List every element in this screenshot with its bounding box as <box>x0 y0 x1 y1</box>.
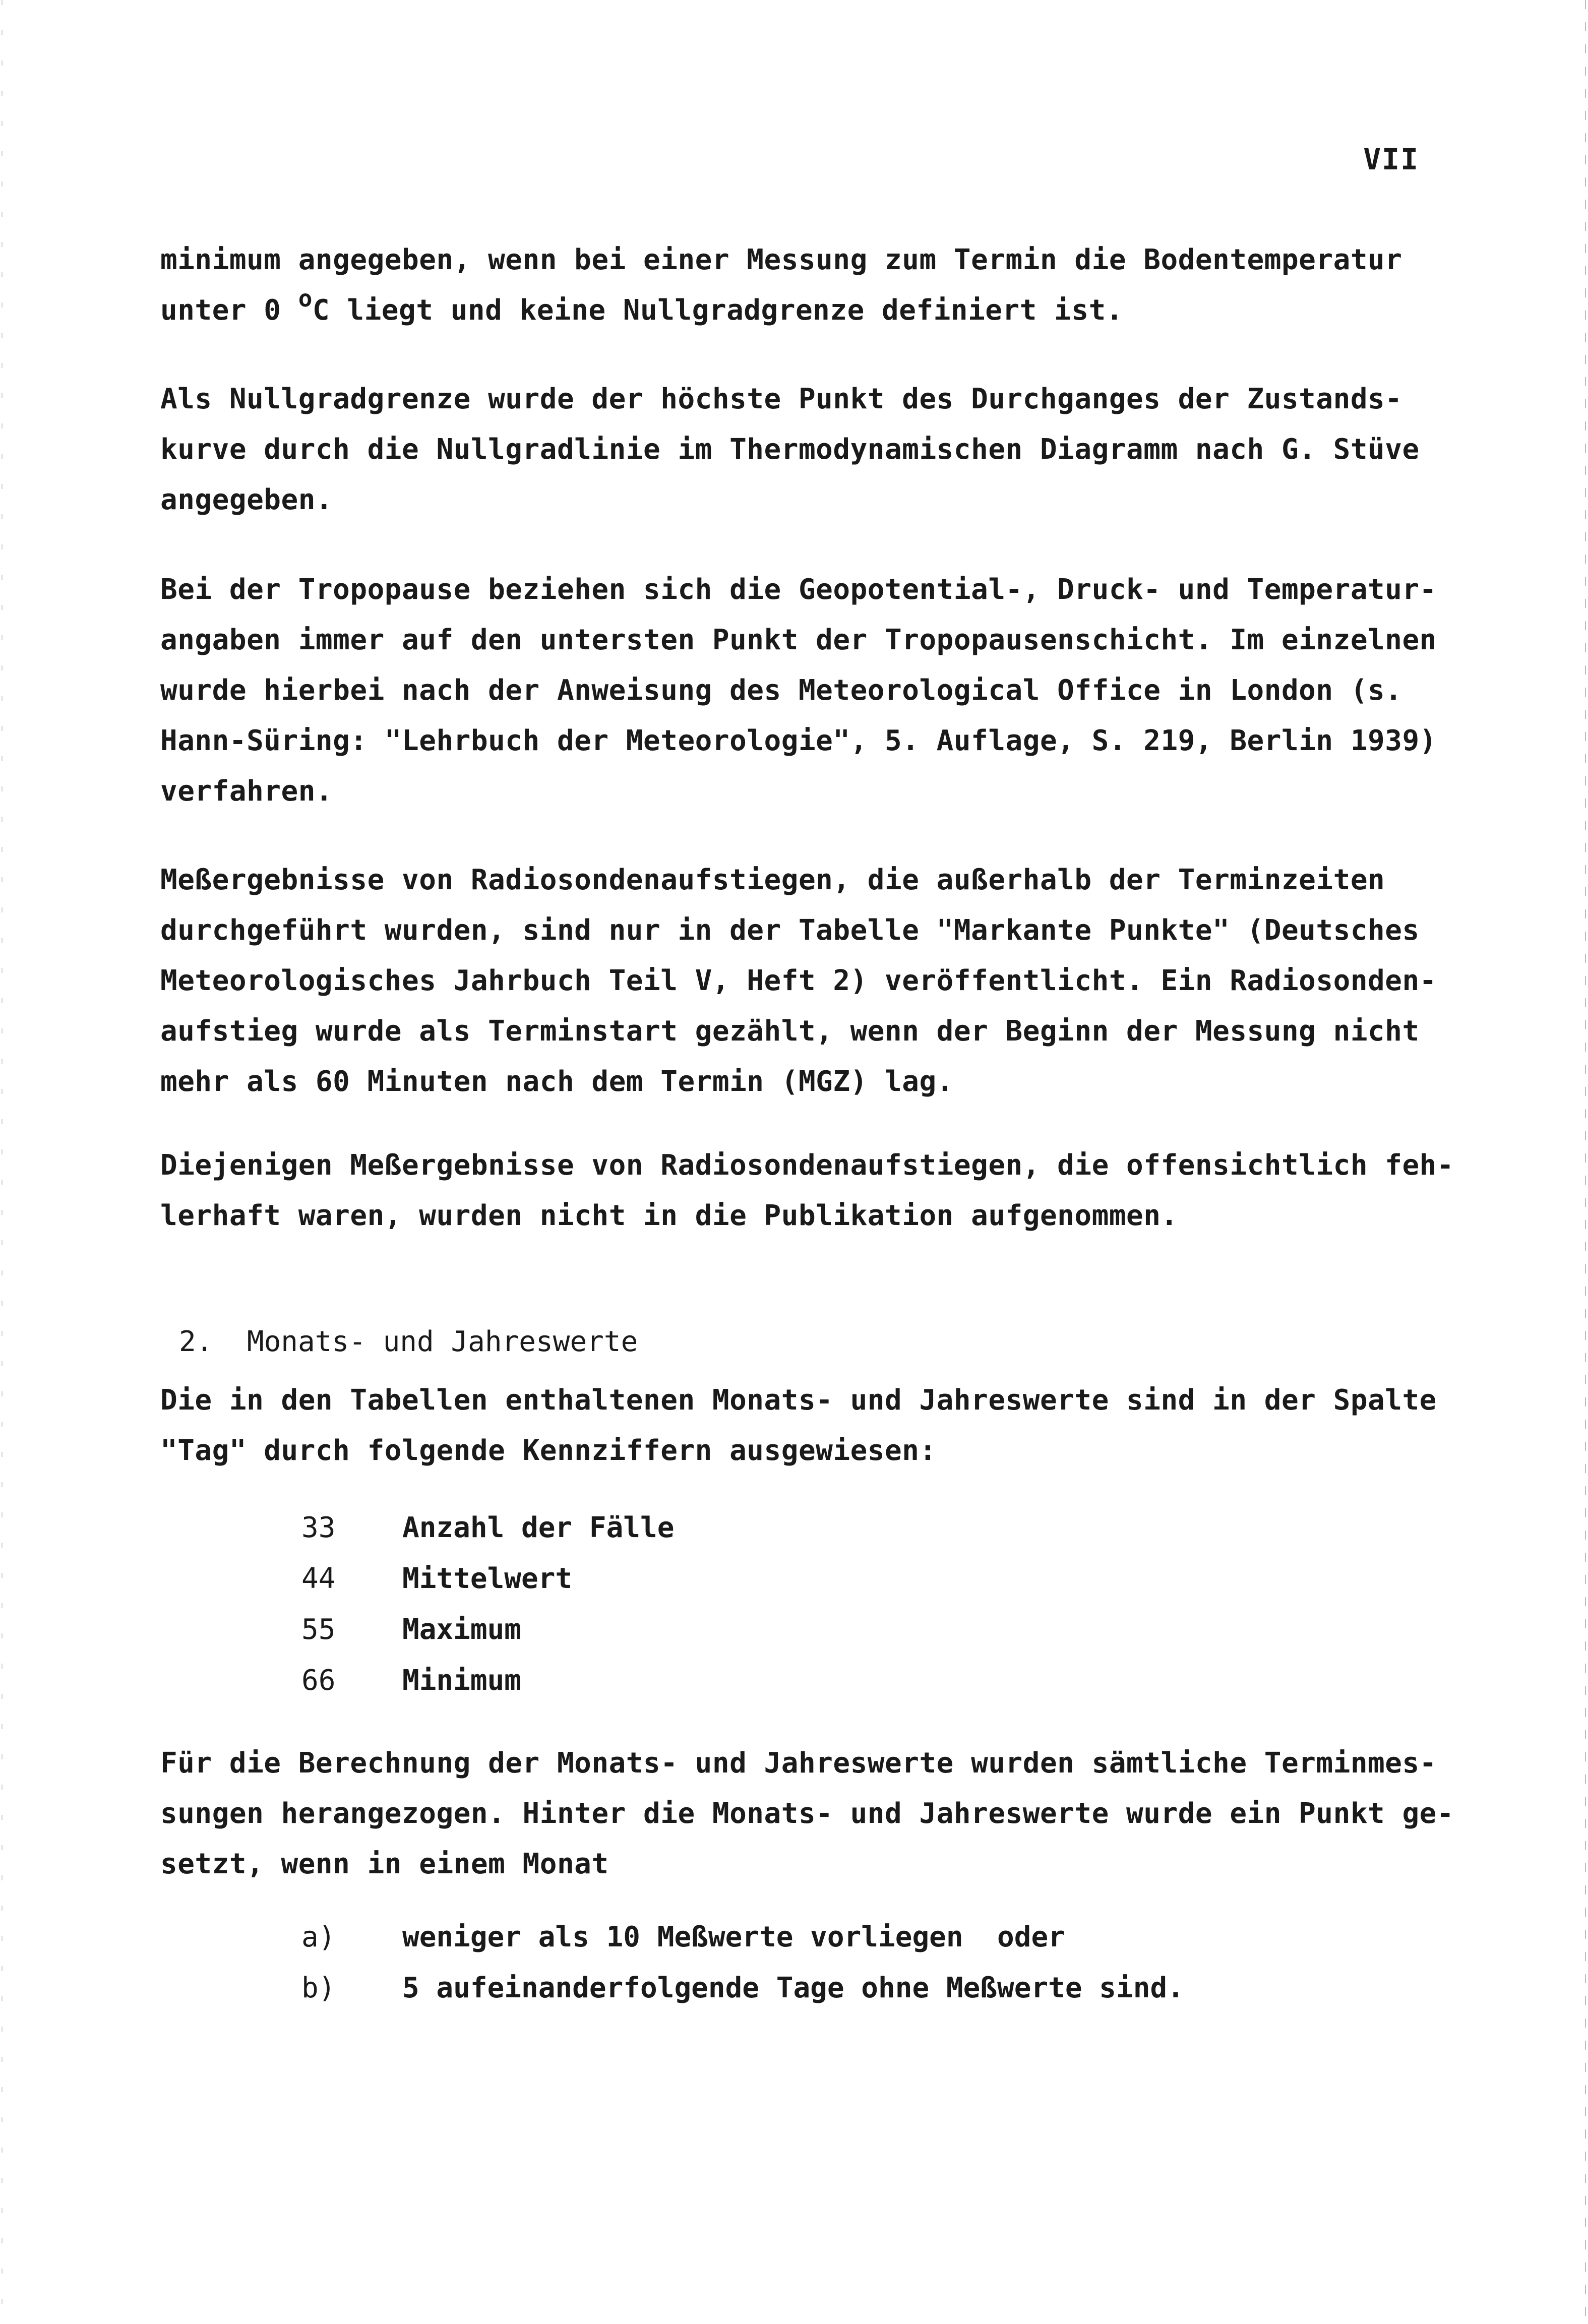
scan-edge-right <box>1585 0 1586 2324</box>
list-item <box>301 1655 674 1706</box>
code-number: 44 <box>301 1562 336 1595</box>
paragraph-line: Hann-Süring: "Lehrbuch der Meteorologie", 5. Auflage, S. 219, Berlin 1939) <box>160 724 1437 757</box>
paragraph-line: mehr als 60 Minuten nach dem Termin (MGZ) lag. <box>160 1065 954 1098</box>
condition-list <box>301 1912 1184 2013</box>
code-label: Maximum <box>402 1613 522 1646</box>
condition-label: 5 aufeinanderfolgende Tage ohne Meßwerte sind. <box>402 1972 1184 2004</box>
paragraph-line: angaben immer auf den untersten Punkt der Tropopausenschicht. Im einzelnen <box>160 624 1437 656</box>
paragraph-line: kurve durch die Nullgradlinie im Thermodynamischen Diagramm nach G. Stüve <box>160 433 1420 466</box>
code-number: 33 <box>301 1511 336 1544</box>
code-label: Minimum <box>402 1664 522 1697</box>
paragraph-line: angegeben. <box>160 483 333 516</box>
messergebnisse-paragraph <box>160 855 1451 1107</box>
nullgrad-paragraph <box>160 374 1451 525</box>
berechnung-paragraph <box>160 1738 1454 1889</box>
fehlerhaft-paragraph <box>160 1140 1454 1241</box>
condition-letter: b) <box>301 1972 336 2004</box>
paragraph-line: "Tag" durch folgende Kennziffern ausgewiesen: <box>160 1434 937 1467</box>
scan-edge-left <box>2 0 3 2324</box>
paragraph-line: aufstieg wurde als Terminstart gezählt, wenn der Beginn der Messung nicht <box>160 1015 1420 1048</box>
paragraph-line: Für die Berechnung der Monats- und Jahreswerte wurden sämtliche Terminmes- <box>160 1747 1437 1780</box>
paragraph-line: Als Nullgradgrenze wurde der höchste Punkt des Durchganges der Zustands- <box>160 383 1402 415</box>
list-item <box>301 1553 674 1604</box>
code-number: 66 <box>301 1664 336 1697</box>
section-heading: 2. Monats- und Jahreswerte <box>179 1325 638 1358</box>
list-item <box>301 1912 1184 1963</box>
intro-line-1: minimum angegeben, wenn bei einer Messung zum Termin die Bodentemperatur <box>160 243 1402 276</box>
list-item <box>301 1502 674 1553</box>
paragraph-line: Diejenigen Meßergebnisse von Radiosondenaufstiegen, die offensichtlich feh- <box>160 1149 1454 1182</box>
paragraph-line: durchgeführt wurden, sind nur in der Tabelle "Markante Punkte" (Deutsches <box>160 914 1420 947</box>
code-label: Anzahl der Fälle <box>402 1511 675 1544</box>
code-list <box>301 1502 674 1706</box>
paragraph-line: verfahren. <box>160 775 333 808</box>
intro-paragraph <box>160 235 1451 337</box>
paragraph-line: wurde hierbei nach der Anweisung des Meteorological Office in London (s. <box>160 674 1402 707</box>
list-item <box>301 1963 1184 2013</box>
code-label: Mittelwert <box>402 1562 573 1595</box>
paragraph-line: Die in den Tabellen enthaltenen Monats- und Jahreswerte sind in der Spalte <box>160 1384 1437 1417</box>
condition-label: weniger als 10 Meßwerte vorliegen oder <box>402 1921 1065 1953</box>
tropopause-paragraph <box>160 565 1451 817</box>
paragraph-line: lerhaft waren, wurden nicht in die Publikation aufgenommen. <box>160 1199 1178 1232</box>
code-number: 55 <box>301 1613 336 1646</box>
paragraph-line: setzt, wenn in einem Monat <box>160 1848 609 1880</box>
page-number: VII <box>1363 142 1419 176</box>
section-intro-paragraph <box>160 1375 1451 1476</box>
intro-line-2: unter 0 $^o$C liegt und keine Nullgradgrenze definiert ist. <box>160 285 1124 327</box>
paragraph-line: Bei der Tropopause beziehen sich die Geopotential-, Druck- und Temperatur- <box>160 573 1437 606</box>
degree-sign: o <box>298 285 313 312</box>
paragraph-line: Meßergebnisse von Radiosondenaufstiegen, die außerhalb der Terminzeiten <box>160 864 1385 896</box>
condition-letter: a) <box>301 1921 336 1953</box>
paragraph-line: sungen herangezogen. Hinter die Monats- und Jahreswerte wurde ein Punkt ge- <box>160 1797 1454 1830</box>
paragraph-line: Meteorologisches Jahrbuch Teil V, Heft 2) veröffentlicht. Ein Radiosonden- <box>160 964 1437 997</box>
list-item <box>301 1604 674 1655</box>
